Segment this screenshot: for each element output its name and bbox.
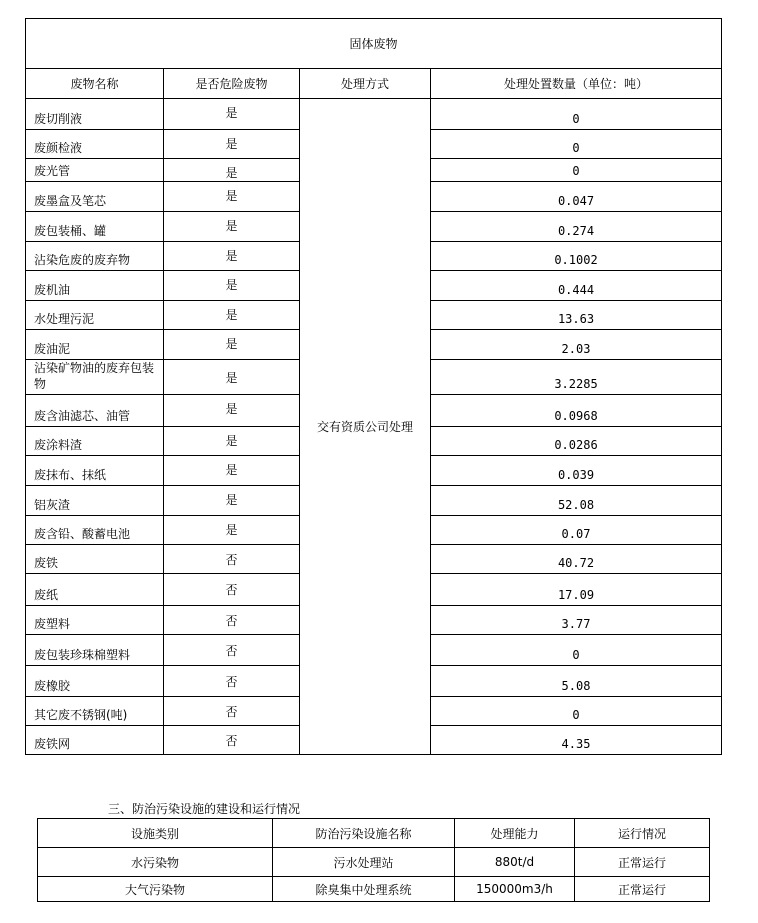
hazardous-flag-text: 是	[225, 308, 238, 322]
hazardous-flag-text: 是	[225, 493, 238, 507]
waste-name	[26, 545, 164, 574]
hazardous-flag	[164, 516, 300, 545]
disposal-quantity-text: 52.08	[557, 498, 595, 512]
hazardous-flag-text: 是	[225, 189, 238, 203]
header-status: 运行情况	[575, 819, 710, 848]
waste-name	[26, 395, 164, 427]
hazardous-flag	[164, 130, 300, 159]
hazardous-flag-text: 是	[225, 249, 238, 263]
disposal-quantity-text: 5.08	[561, 679, 591, 693]
waste-name-text: 废油泥	[34, 342, 71, 356]
hazardous-flag-text: 否	[225, 674, 238, 689]
hazardous-flag	[164, 99, 300, 130]
disposal-quantity	[431, 271, 722, 301]
disposal-quantity-text: 0.039	[557, 468, 595, 482]
hazardous-flag-text: 是	[225, 402, 238, 416]
header-capacity: 处理能力	[455, 819, 575, 848]
waste-name	[26, 212, 164, 242]
header-quantity: 处理处置数量（单位：吨）	[431, 69, 722, 99]
disposal-quantity-text: 0.0286	[554, 438, 598, 452]
disposal-quantity	[431, 486, 722, 516]
waste-name-text: 废涂料渣	[34, 438, 83, 452]
disposal-quantity	[431, 666, 722, 697]
disposal-quantity-text: 0.274	[557, 224, 595, 238]
disposal-quantity-text: 4.35	[561, 737, 591, 751]
hazardous-flag-text: 是	[225, 137, 238, 151]
disposal-quantity-text: 0	[572, 141, 580, 155]
facility-capacity: 880t/d	[455, 848, 575, 877]
hazardous-flag	[164, 606, 300, 635]
table-row	[38, 848, 710, 877]
waste-name-text: 沾染矿物油的废弃包装物	[34, 361, 155, 391]
hazardous-flag	[164, 697, 300, 726]
waste-name-text: 废机油	[34, 283, 71, 297]
hazardous-flag-text: 是	[225, 463, 238, 477]
waste-name-text: 废铁网	[34, 737, 71, 751]
pollution-facility-table	[37, 818, 710, 902]
table-row	[26, 99, 722, 130]
disposal-quantity	[431, 635, 722, 666]
disposal-quantity-text: 0.047	[557, 194, 595, 208]
facility-status: 正常运行	[575, 848, 710, 877]
disposal-quantity-text: 0.1002	[554, 253, 598, 267]
table-title: 固体废物	[26, 19, 722, 69]
waste-name-text: 废包装珍珠棉塑料	[34, 648, 131, 662]
waste-name	[26, 159, 164, 182]
disposal-quantity-text: 0	[572, 112, 580, 126]
table-row	[38, 877, 710, 902]
waste-name	[26, 606, 164, 635]
disposal-quantity-text: 40.72	[557, 556, 595, 570]
waste-name-text: 废含油滤芯、油管	[34, 409, 131, 423]
hazardous-flag	[164, 456, 300, 486]
header-facility-category: 设施类别	[38, 819, 273, 848]
waste-name-text: 废墨盒及笔芯	[34, 194, 107, 208]
hazardous-flag	[164, 360, 300, 395]
header-waste-name: 废物名称	[26, 69, 164, 99]
waste-name-text: 铝灰渣	[34, 498, 71, 512]
disposal-quantity	[431, 182, 722, 212]
disposal-quantity-text: 0	[572, 708, 580, 722]
waste-name-text: 沾染危废的废弃物	[34, 253, 131, 267]
hazardous-flag	[164, 301, 300, 330]
hazardous-flag-text: 是	[225, 370, 238, 385]
hazardous-flag	[164, 212, 300, 242]
waste-name	[26, 182, 164, 212]
disposal-quantity	[431, 574, 722, 606]
waste-name	[26, 574, 164, 606]
hazardous-flag-text: 否	[225, 552, 238, 567]
hazardous-flag-text: 否	[225, 583, 238, 597]
disposal-quantity-text: 2.03	[561, 342, 591, 356]
waste-name	[26, 726, 164, 755]
waste-name-text: 废橡胶	[34, 679, 71, 693]
waste-name-text: 废铁	[34, 556, 59, 570]
waste-name	[26, 697, 164, 726]
hazardous-flag	[164, 182, 300, 212]
solid-waste-table	[25, 18, 722, 755]
disposal-quantity	[431, 212, 722, 242]
waste-name-text: 废颜检液	[34, 141, 83, 155]
hazardous-flag	[164, 574, 300, 606]
facility-name: 除臭集中处理系统	[273, 877, 455, 902]
hazardous-flag	[164, 635, 300, 666]
waste-name-text: 废抹布、抹纸	[34, 468, 107, 482]
waste-name	[26, 130, 164, 159]
facility-category: 大气污染物	[38, 877, 273, 902]
hazardous-flag-text: 是	[225, 523, 238, 537]
hazardous-flag	[164, 330, 300, 360]
header-method: 处理方式	[300, 69, 431, 99]
disposal-quantity	[431, 301, 722, 330]
waste-name	[26, 360, 164, 395]
disposal-quantity-text: 3.2285	[554, 377, 598, 391]
waste-name	[26, 242, 164, 271]
hazardous-flag	[164, 726, 300, 755]
disposal-quantity	[431, 427, 722, 456]
waste-name-text: 其它废不锈钢(吨)	[34, 708, 128, 722]
hazardous-flag-text: 否	[225, 704, 238, 719]
waste-name-text: 废光管	[34, 164, 71, 178]
waste-name	[26, 516, 164, 545]
disposal-quantity-text: 13.63	[557, 312, 595, 326]
section-title: 三、防治污染设施的建设和运行情况	[108, 802, 301, 816]
disposal-quantity-text: 17.09	[557, 588, 595, 602]
waste-name-text: 废包装桶、罐	[34, 224, 107, 238]
disposal-method: 交有资质公司处理	[300, 99, 431, 755]
waste-name	[26, 635, 164, 666]
disposal-quantity	[431, 456, 722, 486]
disposal-quantity-text: 0	[572, 164, 580, 178]
facility-category: 水污染物	[38, 848, 273, 877]
disposal-quantity-text: 3.77	[561, 617, 591, 631]
hazardous-flag-text: 是	[225, 337, 238, 351]
hazardous-flag-text: 是	[225, 106, 238, 120]
disposal-quantity	[431, 130, 722, 159]
disposal-quantity	[431, 99, 722, 130]
disposal-quantity	[431, 516, 722, 545]
hazardous-flag	[164, 159, 300, 182]
hazardous-flag-text: 是	[225, 219, 238, 233]
disposal-quantity-text: 0.07	[561, 527, 591, 541]
hazardous-flag	[164, 545, 300, 574]
waste-name-text: 水处理污泥	[34, 312, 95, 326]
disposal-quantity	[431, 726, 722, 755]
hazardous-flag	[164, 271, 300, 301]
waste-name	[26, 301, 164, 330]
disposal-quantity	[431, 545, 722, 574]
hazardous-flag-text: 是	[225, 434, 238, 448]
disposal-quantity-text: 0	[572, 648, 580, 662]
hazardous-flag-text: 否	[225, 613, 238, 628]
waste-name	[26, 271, 164, 301]
disposal-quantity-text: 0.0968	[554, 409, 598, 423]
waste-name-text: 废塑料	[34, 617, 71, 631]
disposal-quantity	[431, 159, 722, 182]
hazardous-flag	[164, 486, 300, 516]
waste-name	[26, 427, 164, 456]
disposal-quantity	[431, 360, 722, 395]
waste-name-text: 废含铅、酸蓄电池	[34, 527, 131, 541]
disposal-quantity-text: 0.444	[557, 283, 595, 297]
waste-name	[26, 486, 164, 516]
disposal-quantity	[431, 697, 722, 726]
hazardous-flag-text: 否	[225, 733, 238, 748]
hazardous-flag	[164, 242, 300, 271]
header-hazardous: 是否危险废物	[164, 69, 300, 99]
disposal-quantity	[431, 330, 722, 360]
facility-status: 正常运行	[575, 877, 710, 902]
disposal-quantity	[431, 395, 722, 427]
table-header-row	[26, 69, 722, 99]
header-facility-name: 防治污染设施名称	[273, 819, 455, 848]
hazardous-flag	[164, 666, 300, 697]
facility-name: 污水处理站	[273, 848, 455, 877]
waste-name	[26, 666, 164, 697]
table-header-row	[38, 819, 710, 848]
waste-name	[26, 330, 164, 360]
hazardous-flag	[164, 427, 300, 456]
hazardous-flag-text: 否	[225, 643, 238, 658]
waste-name	[26, 99, 164, 130]
facility-capacity: 150000m3/h	[455, 877, 575, 902]
disposal-quantity	[431, 606, 722, 635]
hazardous-flag-text: 是	[225, 166, 238, 180]
hazardous-flag	[164, 395, 300, 427]
waste-name-text: 废纸	[34, 588, 59, 602]
waste-name-text: 废切削液	[34, 112, 83, 126]
disposal-quantity	[431, 242, 722, 271]
hazardous-flag-text: 是	[225, 278, 238, 292]
waste-name	[26, 456, 164, 486]
